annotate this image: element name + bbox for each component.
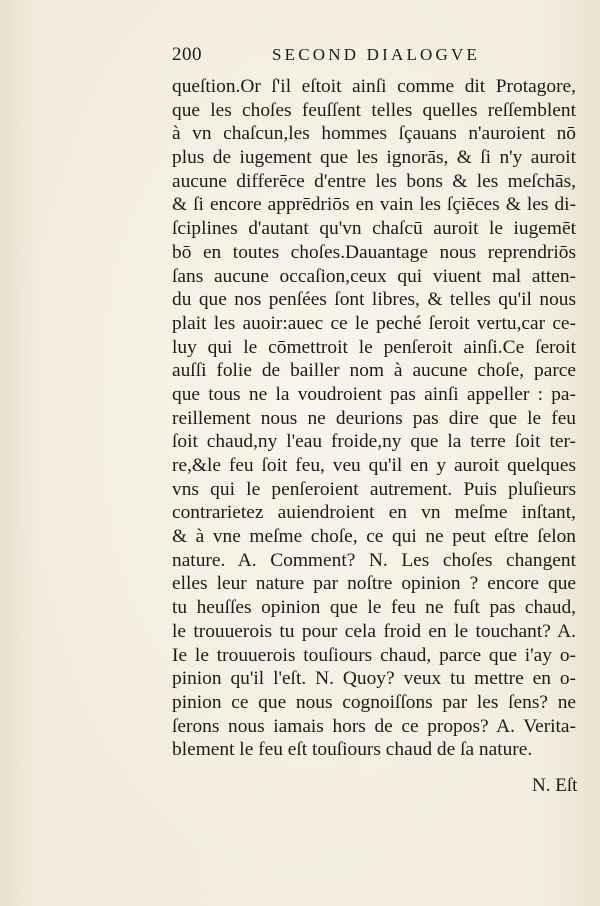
text-line: luy qui le cōmettroit le penſeroit ainſi.Ce ſeroit	[172, 336, 576, 358]
running-head: SECOND DIALOGVE	[272, 45, 481, 64]
text-line: queſtion.Or ſ'il eſtoit ainſi comme dit Protagore,	[172, 76, 576, 97]
body-text	[172, 75, 584, 762]
text-line: tu heuſſes opinion que le feu ne fuſt pas chaud,	[172, 597, 576, 619]
text-line: ſciplines d'autant qu'vn chaſcū auroit le iugemēt	[172, 218, 576, 240]
text-line: que les choſes feuſſent telles quelles reſſemblent	[172, 99, 576, 121]
page-number: 200	[172, 44, 202, 65]
text-line: du que nos penſées ſont libres, & telles qu'il nous	[172, 289, 576, 311]
text-line: elles leur nature par noſtre opinion ? encore que	[172, 573, 576, 595]
text-line: plus de iugement que les ignorās, & ſi n'y auroit	[172, 147, 576, 169]
text-line: aucune differēce d'entre les bons & les meſchās,	[172, 170, 576, 192]
catchword: N. Eſt	[532, 775, 578, 796]
text-line: & à vne meſme choſe, ce qui ne peut eſtre ſelon	[172, 526, 576, 548]
text-line: vns qui le penſeroient autrement. Puis pluſieurs	[172, 478, 576, 500]
text-line: blement le feu eſt touſiours chaud de ſa nature.	[172, 739, 533, 761]
text-line: ſans aucune occaſion,ceux qui viuent mal atten-	[172, 265, 576, 287]
text-line: auſſi folie de bailler nom à aucune choſe, parce	[172, 360, 576, 382]
text-line: Ie le trouuerois touſiours chaud, parce que i'ay o-	[172, 644, 576, 666]
text-line: contrarietez auiendroient en vn meſme inſtant,	[172, 502, 576, 524]
text-line: à vn chaſcun,les hommes ſçauans n'auroient nō	[172, 123, 576, 145]
text-line: reillement nous ne deurions pas dire que le feu	[172, 407, 576, 429]
text-line: re,&le feu ſoit feu, veu qu'il en y auroit quelques	[172, 455, 576, 476]
text-line: plait les auoir:auec ce le peché ſeroit vertu,car ce-	[172, 312, 576, 334]
text-line: ſerons nous iamais hors de ce propos? A. Verita-	[172, 715, 576, 737]
text-line: nature. A. Comment? N. Les choſes changent	[172, 549, 576, 571]
text-line: le trouuerois tu pour cela froid en le touchant? A.	[172, 620, 576, 642]
text-line: pinion qu'il l'eſt. N. Quoy? veux tu mettre en o-	[172, 668, 576, 690]
text-line: ſoit chaud,ny l'eau froide,ny que la terre ſoit ter-	[172, 431, 576, 453]
text-line: & ſi encore apprēdriōs en vain les ſçiēces & les di-	[172, 194, 576, 216]
text-line: bō en toutes choſes.Dauantage nous reprendriōs	[172, 241, 576, 263]
text-line: pinion ce que nous cognoiſſons par les ſens? ne	[172, 691, 576, 713]
page-header	[172, 44, 584, 68]
text-line: que tous ne la voudroient pas ainſi appeller : pa-	[172, 383, 576, 405]
